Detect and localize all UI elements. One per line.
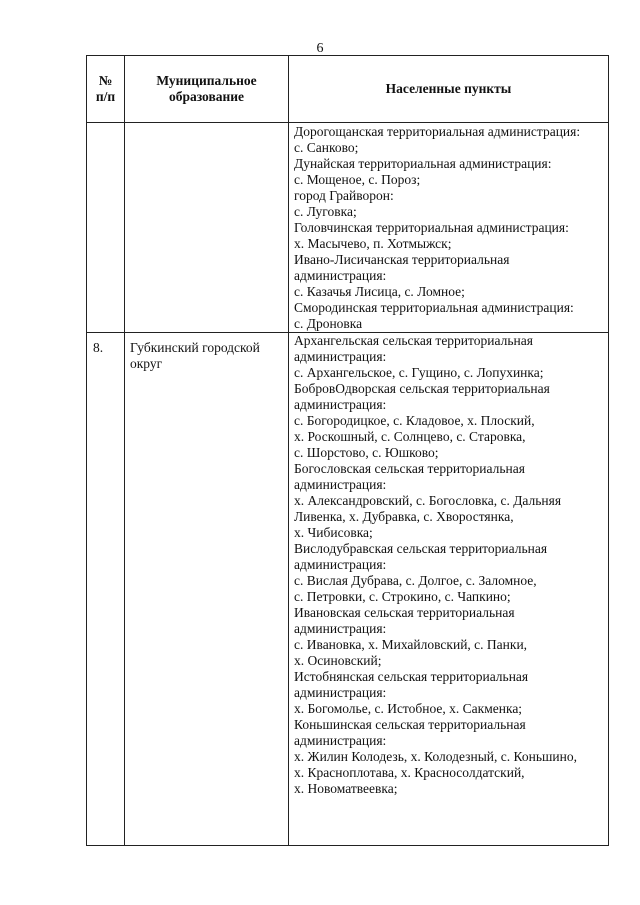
settlement-line: администрация: bbox=[294, 557, 387, 572]
settlement-line: х. Чибисовка; bbox=[294, 525, 373, 540]
settlement-line: х. Красноплотава, х. Красносолдатский, bbox=[294, 765, 525, 780]
settlements-table bbox=[86, 55, 609, 846]
settlement-line: х. Масычево, п. Хотмыжск; bbox=[294, 236, 452, 251]
settlement-line: с. Санково; bbox=[294, 140, 359, 155]
table-header-row bbox=[87, 56, 609, 123]
settlement-line: Ливенка, х. Дубравка, с. Хворостянка, bbox=[294, 509, 514, 524]
settlement-line: Головчинская территориальная администрация: bbox=[294, 220, 569, 235]
settlement-line: администрация: bbox=[294, 733, 387, 748]
settlement-line: администрация: bbox=[294, 685, 387, 700]
settlement-line: Богословская сельская территориальная bbox=[294, 461, 525, 476]
header-municipality bbox=[125, 56, 289, 123]
muni-cell-empty bbox=[125, 123, 289, 333]
num-cell-empty bbox=[87, 123, 125, 333]
settlement-line: Дунайская территориальная администрация: bbox=[294, 156, 552, 171]
settlement-line: с. Петровки, с. Строкино, с. Чапкино; bbox=[294, 589, 511, 604]
settlement-line: администрация: bbox=[294, 621, 387, 636]
municipality-name: Губкинский городской округ bbox=[125, 333, 289, 846]
settlement-line: Смородинская территориальная администрация: bbox=[294, 300, 574, 315]
settlement-line: с. Луговка; bbox=[294, 204, 357, 219]
settlements-cell bbox=[289, 333, 609, 846]
settlement-line: с. Ивановка, х. Михайловский, с. Панки, bbox=[294, 637, 528, 652]
settlement-line: х. Александровский, с. Богословка, с. Дальняя bbox=[294, 493, 562, 508]
settlement-line: с. Вислая Дубрава, с. Долгое, с. Заломное, bbox=[294, 573, 537, 588]
settlement-line: Ивановская сельская территориальная bbox=[294, 605, 515, 620]
settlements-cell-continued bbox=[289, 123, 609, 333]
header-municipality-label: Муниципальное образование bbox=[156, 73, 257, 104]
settlement-line: администрация: bbox=[294, 397, 387, 412]
header-settlements: Населенные пункты bbox=[289, 56, 609, 123]
settlement-line: с. Архангельское, с. Гущино, с. Лопухинка; bbox=[294, 365, 544, 380]
settlement-line: с. Дроновка bbox=[294, 316, 363, 331]
table-row-continued bbox=[87, 123, 609, 333]
table-row-8 bbox=[87, 333, 609, 846]
settlement-line: Истобнянская сельская территориальная bbox=[294, 669, 529, 684]
settlement-line: Дорогощанская территориальная администрация: bbox=[294, 124, 581, 139]
settlement-line: город Грайворон: bbox=[294, 188, 394, 203]
settlement-line: Коньшинская сельская территориальная bbox=[294, 717, 526, 732]
row-number: 8. bbox=[87, 333, 125, 846]
settlement-line: с. Шорстово, с. Юшково; bbox=[294, 445, 439, 460]
settlement-line: с. Казачья Лисица, с. Ломное; bbox=[294, 284, 465, 299]
settlement-line: Архангельская сельская территориальная bbox=[294, 333, 533, 348]
settlement-line: х. Новоматвеевка; bbox=[294, 781, 398, 796]
settlement-line: с. Мощеное, с. Пороз; bbox=[294, 172, 421, 187]
settlement-line: администрация: bbox=[294, 268, 387, 283]
settlement-line: администрация: bbox=[294, 477, 387, 492]
header-num bbox=[87, 56, 125, 123]
settlement-line: администрация: bbox=[294, 349, 387, 364]
settlement-line: х. Жилин Колодезь, х. Колодезный, с. Коньшино, bbox=[294, 749, 577, 764]
settlement-line: х. Богомолье, с. Истобное, х. Сакменка; bbox=[294, 701, 523, 716]
header-num-label: № п/п bbox=[95, 73, 116, 104]
settlement-line: х. Осиновский; bbox=[294, 653, 382, 668]
settlement-line: х. Роскошный, с. Солнцево, с. Старовка, bbox=[294, 429, 526, 444]
settlement-line: Ивано-Лисичанская территориальная bbox=[294, 252, 510, 267]
settlement-line: БобровОдворская сельская территориальная bbox=[294, 381, 550, 396]
page-number: 6 bbox=[316, 41, 324, 56]
settlement-line: Вислодубравская сельская территориальная bbox=[294, 541, 548, 556]
settlement-line: с. Богородицкое, с. Кладовое, х. Плоский, bbox=[294, 413, 535, 428]
